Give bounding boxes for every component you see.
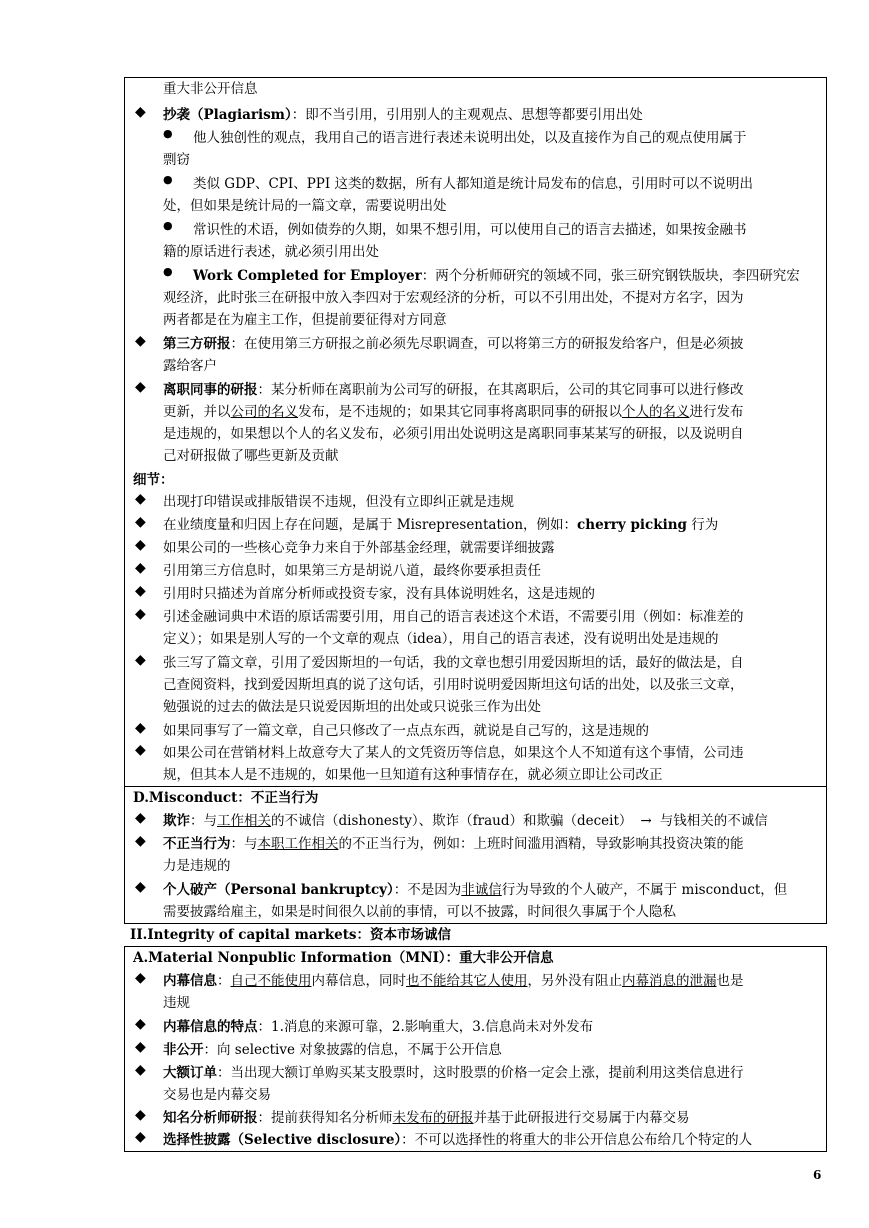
diamond-bullet-icon: ◆ [135, 1016, 146, 1032]
diamond-bullet-icon: ◆ [135, 879, 146, 895]
text-line: 需要披露给雇主，如果是时间很久以前的事情，可以不披露，时间很久事属于个人隐私 [163, 904, 676, 920]
text-line: 勉强说的过去的做法是只说爱因斯坦的出处或只说张三作为出处 [163, 699, 541, 715]
text-line: 更新，并以公司的名义发布，是不违规的；如果其它同事将离职同事的研报以个人的名义进行发布 [163, 404, 744, 420]
text-line: 引用第三方信息时，如果第三方是胡说八道，最终你要承担责任 [163, 563, 541, 579]
dot-bullet-icon: ● [163, 265, 173, 278]
text-line: 第三方研报：在使用第三方研报之前必须先尽职调查，可以将第三方的研报发给客户，但是必须披 [163, 336, 744, 352]
text-line: 不正当行为：与本职工作相关的不正当行为，例如：上班时间滥用酒精，导致影响其投资决策的能 [163, 836, 744, 852]
diamond-bullet-icon: ◆ [135, 333, 146, 349]
section-heading: II.Integrity of capital markets：资本市场诚信 [130, 927, 452, 943]
diamond-bullet-icon: ◆ [135, 537, 146, 553]
text-line: 规，但其本人是不违规的，如果他一旦知道有这种事情存在，就必须立即让公司改正 [163, 767, 663, 783]
text-line: 两者都是在为雇主工作，但提前要征得对方同意 [163, 312, 447, 328]
text-line: 引用时只描述为首席分析师或投资专家，没有具体说明姓名，这是违规的 [163, 586, 595, 602]
text-line: 如果公司在营销材料上故意夸大了某人的文凭资历等信息，如果这个人不知道有这个事情，公司违 [163, 745, 744, 761]
text-line: 力是违规的 [163, 858, 231, 874]
diamond-bullet-icon: ◆ [135, 833, 146, 849]
dot-bullet-icon: ● [163, 173, 173, 186]
text-line: 非公开：向 selective 对象披露的信息，不属于公开信息 [163, 1042, 502, 1058]
misconduct-heading: D.Misconduct：不正当行为 [133, 790, 319, 806]
text-line: 大额订单：当出现大额订单购买某支股票时，这时股票的价格一定会上涨，提前利用这类信息进行 [163, 1065, 744, 1081]
text-line: 内幕信息：自己不能使用内幕信息，同时也不能给其它人使用，另外没有阻止内幕消息的泄漏也是 [163, 973, 744, 989]
text-line: 知名分析师研报：提前获得知名分析师未发布的研报并基于此研报进行交易属于内幕交易 [163, 1110, 690, 1126]
mni-box [124, 946, 827, 1152]
diamond-bullet-icon: ◆ [135, 560, 146, 576]
misconduct-box [124, 787, 827, 924]
text-line: 己查阅资料，找到爱因斯坦真的说了这句话，引用时说明爱因斯坦这句话的出处，以及张三文章， [163, 677, 744, 693]
text-line: 处，但如果是统计局的一篇文章，需要说明出处 [163, 198, 447, 214]
diamond-bullet-icon: ◆ [135, 720, 146, 736]
page-number: 6 [813, 1168, 822, 1182]
text-line: 他人独创性的观点，我用自己的语言进行表述未说明出处，以及直接作为自己的观点使用属于 [193, 130, 747, 146]
plagiarism-box [124, 77, 827, 787]
diamond-bullet-icon: ◆ [135, 1039, 146, 1055]
diamond-bullet-icon: ◆ [135, 810, 146, 826]
detail-heading: 细节： [133, 472, 174, 488]
text-line: 内幕信息的特点：1.消息的来源可靠，2.影响重大，3.信息尚未对外发布 [163, 1019, 594, 1035]
diamond-bullet-icon: ◆ [135, 583, 146, 599]
text-line: 类似 GDP、CPI、PPI 这类的数据，所有人都知道是统计局发布的信息，引用时可以不说明出 [193, 176, 754, 192]
text-line: 在业绩度量和归因上存在问题，是属于 Misrepresentation，例如：cherry picking 行为 [163, 517, 719, 533]
mni-heading: A.Material Nonpublic Information（MNI）：重大非公开信息 [133, 950, 554, 966]
text-line: 如果公司的一些核心竞争力来自于外部基金经理，就需要详细披露 [163, 540, 555, 556]
diamond-bullet-icon: ◆ [135, 104, 146, 120]
text-line: 违规 [163, 995, 190, 1011]
diamond-bullet-icon: ◆ [135, 1107, 146, 1123]
arrow-right-icon: → [640, 813, 652, 829]
text-line: Work Completed for Employer：两个分析师研究的领域不同，张三研究钢铁版块，李四研究宏 [193, 268, 800, 284]
text-line: 如果同事写了一篇文章，自己只修改了一点点东西，就说是自己写的，这是违规的 [163, 723, 649, 739]
text-line: 己对研报做了哪些更新及贡献 [163, 448, 339, 464]
text-line: 欺诈：与工作相关的不诚信（dishonesty）、欺诈（fraud）和欺骗（deceit） → 与钱相关的不诚信 [163, 813, 768, 829]
diamond-bullet-icon: ◆ [135, 514, 146, 530]
diamond-bullet-icon: ◆ [135, 1129, 146, 1145]
diamond-bullet-icon: ◆ [135, 1062, 146, 1078]
diamond-bullet-icon: ◆ [135, 742, 146, 758]
text-line: 出现打印错误或排版错误不违规，但没有立即纠正就是违规 [163, 494, 514, 510]
text-line: 露给客户 [163, 358, 217, 374]
text-line: 籍的原话进行表述，就必须引用出处 [163, 244, 379, 260]
text-line: 是违规的，如果想以个人的名义发布，必须引用出处说明这是离职同事某某写的研报，以及说明自 [163, 426, 744, 442]
text-line: 观经济，此时张三在研报中放入李四对于宏观经济的分析，可以不引用出处，不提对方名字，因为 [163, 290, 744, 306]
text-line: 选择性披露（Selective disclosure）：不可以选择性的将重大的非公开信息公布给几个特定的人 [163, 1132, 753, 1148]
dot-bullet-icon: ● [163, 127, 173, 140]
text-line: 离职同事的研报：某分析师在离职前为公司写的研报，在其离职后，公司的其它同事可以进行修改 [163, 382, 744, 398]
text-line: 交易也是内幕交易 [163, 1087, 271, 1103]
diamond-bullet-icon: ◆ [135, 379, 146, 395]
text-line: 定义）；如果是别人写的一个文章的观点（idea），用自己的语言表述，没有说明出处是违规的 [163, 631, 719, 647]
diamond-bullet-icon: ◆ [135, 606, 146, 622]
diamond-bullet-icon: ◆ [135, 491, 146, 507]
text-line: 个人破产（Personal bankruptcy）：不是因为非诚信行为导致的个人破产，不属于 misconduct，但 [163, 882, 788, 898]
text-line: 引述金融词典中术语的原话需要引用，用自己的语言表述这个术语，不需要引用（例如：标准差的 [163, 609, 744, 625]
text-line: 剽窃 [163, 152, 190, 168]
diamond-bullet-icon: ◆ [135, 652, 146, 668]
text-line: 重大非公开信息 [163, 81, 258, 97]
plagiarism-item: 抄袭（Plagiarism）：即不当引用，引用别人的主观观点、思想等都要引用出处 [163, 107, 643, 123]
text-line: 张三写了篇文章，引用了爱因斯坦的一句话，我的文章也想引用爱因斯坦的话，最好的做法是，自 [163, 655, 744, 671]
text-line: 常识性的术语，例如债券的久期，如果不想引用，可以使用自己的语言去描述，如果按金融书 [193, 222, 747, 238]
diamond-bullet-icon: ◆ [135, 970, 146, 986]
dot-bullet-icon: ● [163, 219, 173, 232]
